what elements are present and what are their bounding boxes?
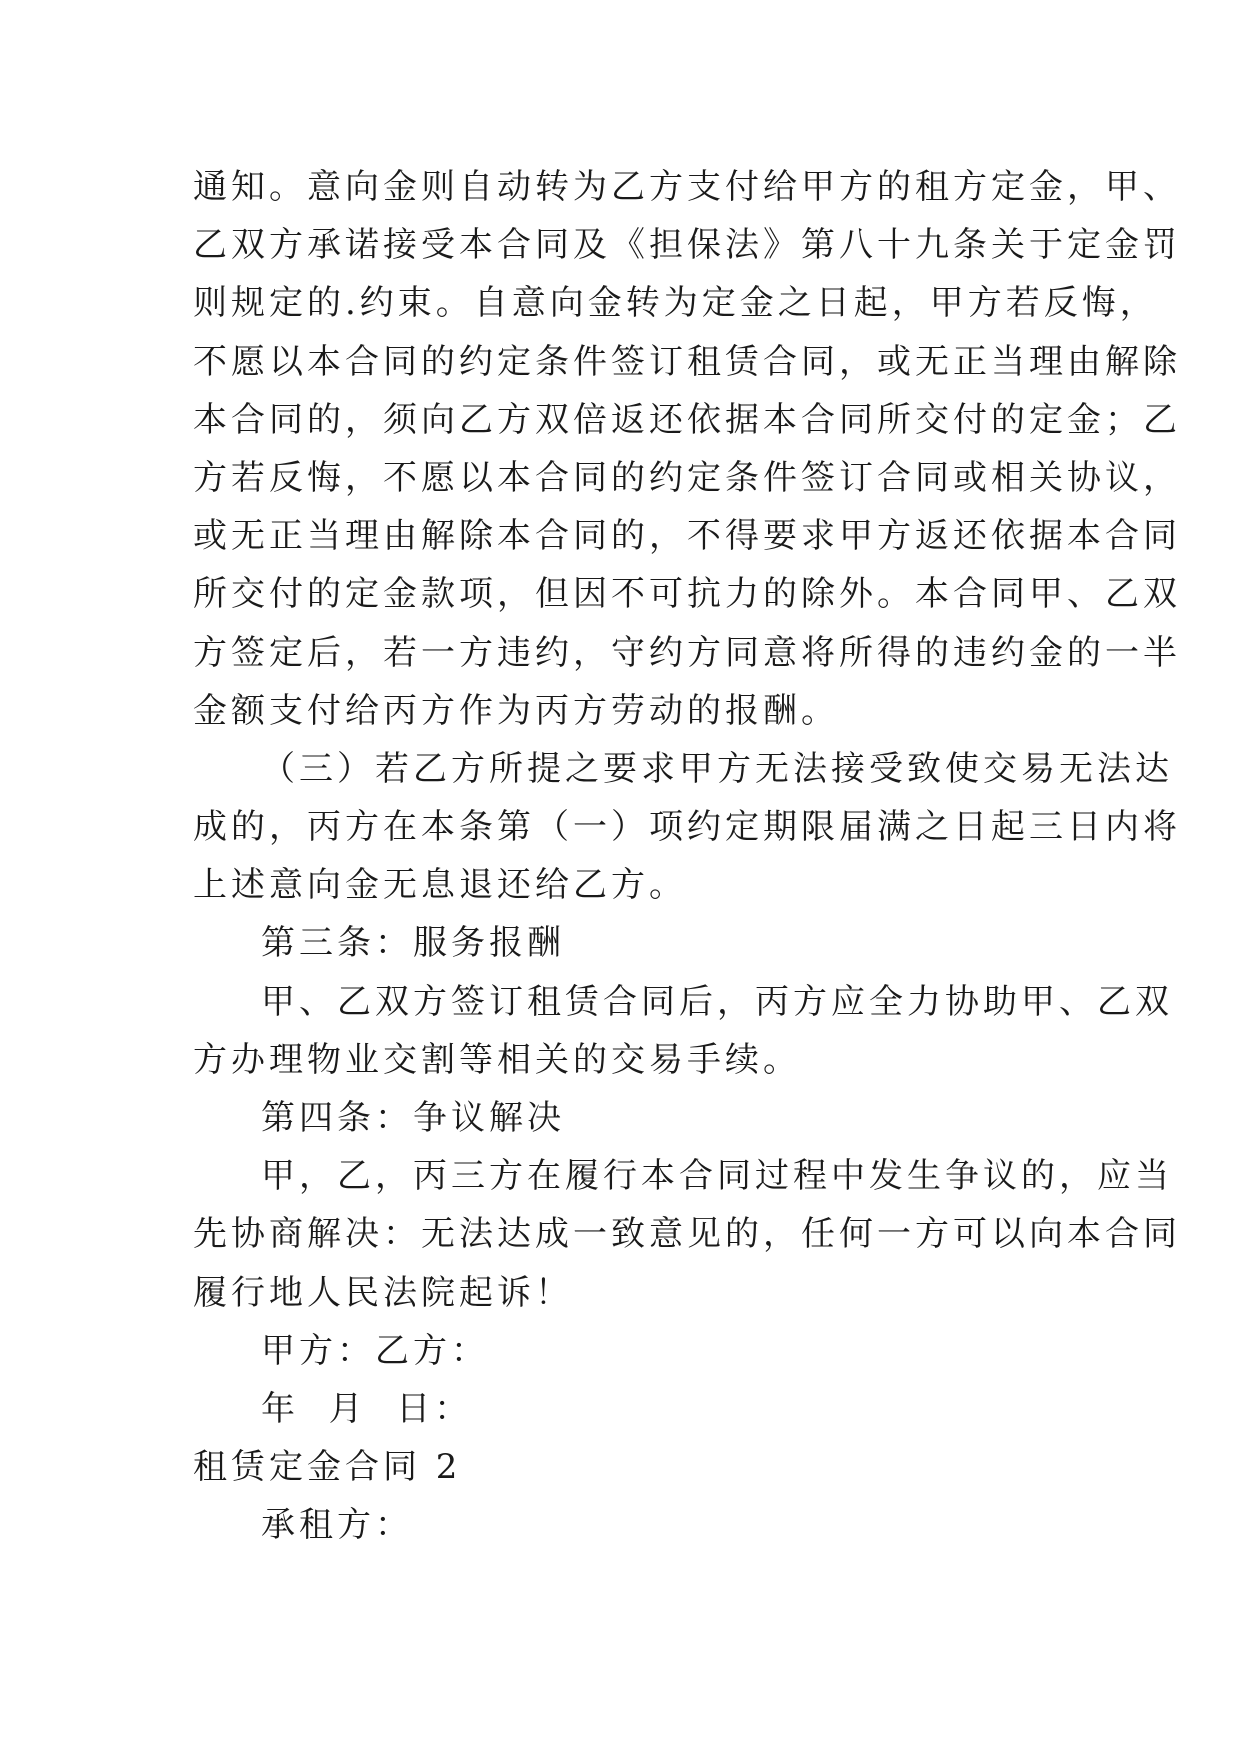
- text-line: 履行地人民法院起诉！: [193, 1272, 573, 1313]
- text-line: 甲方：乙方：: [261, 1330, 489, 1371]
- text-line: 所交付的定金款项，但因不可抗力的除外。本合同甲、乙双: [193, 574, 1181, 615]
- text-line: 年 月 日：: [261, 1388, 473, 1429]
- text-line: 先协商解决：无法达成一致意见的，任何一方可以向本合同: [193, 1214, 1181, 1255]
- text-line: 则规定的.约束。自意向金转为定金之日起，甲方若反悔，: [193, 283, 1158, 324]
- text-line: 乙双方承诺接受本合同及《担保法》第八十九条关于定金罚: [193, 225, 1181, 266]
- text-line: 通知。意向金则自动转为乙方支付给甲方的租方定金，甲、: [193, 167, 1181, 207]
- text-line: 金额支付给丙方作为丙方劳动的报酬。: [193, 690, 839, 731]
- text-line: 上述意向金无息退还给乙方。: [193, 865, 687, 906]
- text-line: 方签定后，若一方违约，守约方同意将所得的违约金的一半: [193, 632, 1181, 673]
- text-line: 第四条：争议解决: [261, 1098, 565, 1138]
- text-line: 甲、乙双方签订租赁合同后，丙方应全力协助甲、乙双: [261, 981, 1173, 1022]
- text-line: 承租方：: [261, 1505, 413, 1546]
- text-line: 不愿以本合同的约定条件签订租赁合同，或无正当理由解除: [193, 341, 1181, 382]
- text-line: 第三条：服务报酬: [261, 923, 565, 964]
- text-line: 成的，丙方在本条第（一）项约定期限届满之日起三日内将: [193, 807, 1181, 848]
- text-line: 本合同的，须向乙方双倍返还依据本合同所交付的定金；乙: [193, 399, 1181, 440]
- text-line: 租赁定金合同 2: [193, 1447, 462, 1488]
- document-body: [193, 158, 1181, 1555]
- text-line: 方办理物业交割等相关的交易手续。: [193, 1039, 801, 1080]
- text-line: （三）若乙方所提之要求甲方无法接受致使交易无法达: [261, 748, 1173, 789]
- text-line: 或无正当理由解除本合同的，不得要求甲方返还依据本合同: [193, 516, 1181, 557]
- text-line: 方若反悔，不愿以本合同的约定条件签订合同或相关协议，: [193, 457, 1181, 498]
- text-line: 甲，乙，丙三方在履行本合同过程中发生争议的，应当: [261, 1156, 1173, 1197]
